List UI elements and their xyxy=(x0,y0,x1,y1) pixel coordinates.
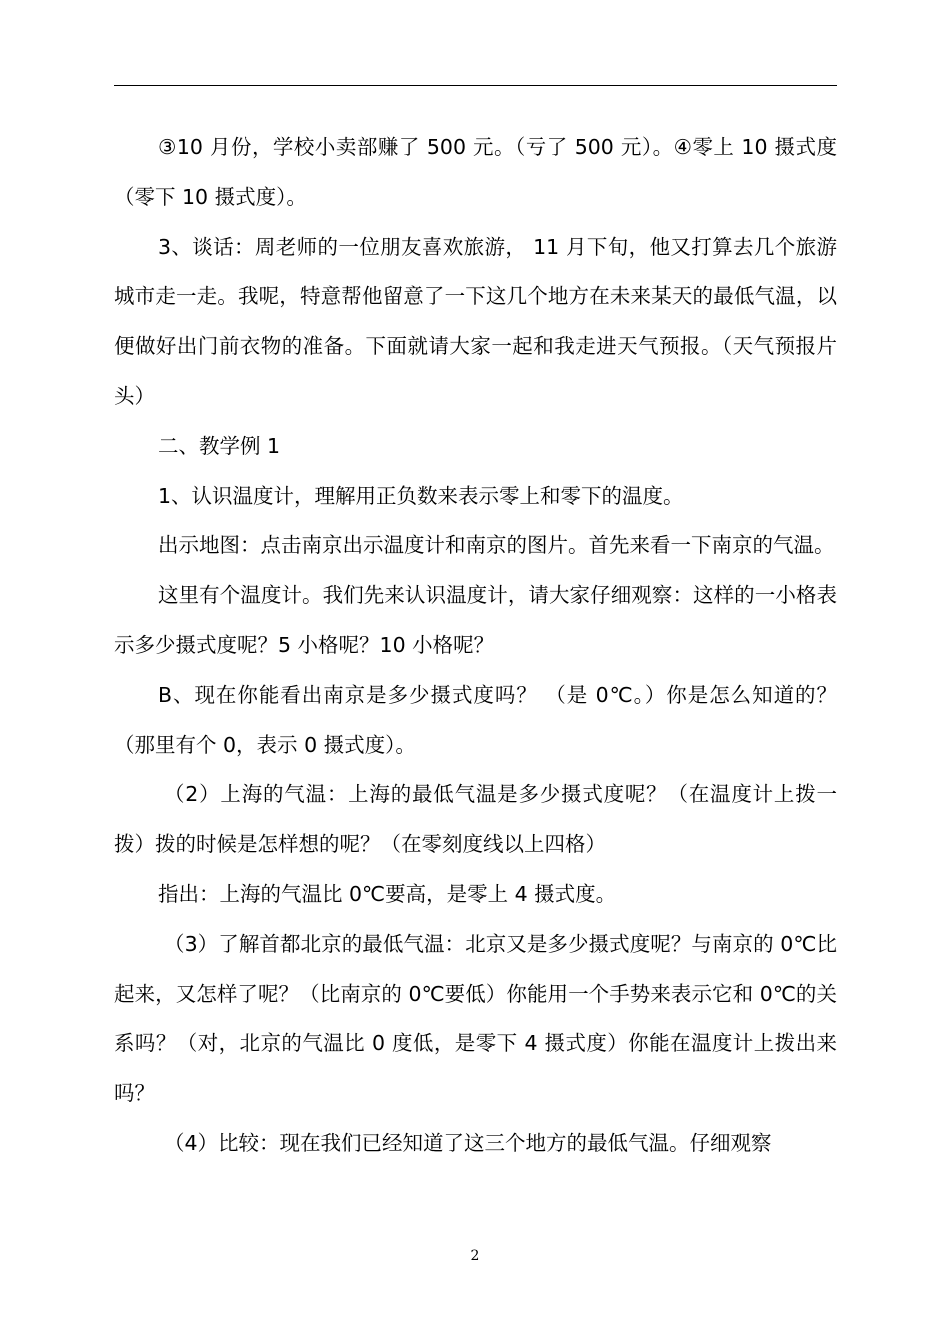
paragraph-8: （2）上海的气温：上海的最低气温是多少摄式度呢？（在温度计上拨一拨）拨的时候是怎样想的呢？（在零刻度线以上四格） xyxy=(114,782,837,857)
header-rule xyxy=(114,85,837,86)
paragraph-11: （4）比较：现在我们已经知道了这三个地方的最低气温。仔细观察 xyxy=(164,1130,772,1155)
paragraph-10: （3）了解首都北京的最低气温：北京又是多少摄式度呢？与南京的 0℃比起来，又怎样了呢？（比南京的 0℃要低）你能用一个手势来表示它和 0℃的关系吗？（对，北京的气温比 0 度低，是零下 4 摄式度）你能在温度计上拨出来吗？ xyxy=(114,931,837,1106)
paragraph-4: 1、认识温度计，理解用正负数来表示零上和零下的温度。 xyxy=(158,483,684,508)
paragraph-2: 3、谈话：周老师的一位朋友喜欢旅游， 11 月下旬，他又打算去几个旅游城市走一走。我呢，特意帮他留意了一下这几个地方在未来某天的最低气温，以便做好出门前衣物的准备。下面就请大家一起和我走进天气预报。（天气预报片头） xyxy=(114,234,837,408)
paragraph-9: 指出：上海的气温比 0℃要高，是零上 4 摄式度。 xyxy=(158,881,617,906)
document-body xyxy=(114,123,837,1169)
section-heading: 二、教学例 1 xyxy=(158,433,281,458)
page-number: 2 xyxy=(470,1248,480,1264)
paragraph-6: 这里有个温度计。我们先来认识温度计，请大家仔细观察：这样的一小格表示多少摄式度呢？5 小格呢？10 小格呢？ xyxy=(114,583,837,657)
paragraph-1: ③10 月份，学校小卖部赚了 500 元。（亏了 500 元）。④零上 10 摄式度（零下 10 摄式度）。 xyxy=(114,135,837,209)
paragraph-7: B、现在你能看出南京是多少摄式度吗？ （是 0℃。）你是怎么知道的？（那里有个 0，表示 0 摄式度）。 xyxy=(114,682,837,757)
paragraph-5: 出示地图：点击南京出示温度计和南京的图片。首先来看一下南京的气温。 xyxy=(158,533,835,558)
